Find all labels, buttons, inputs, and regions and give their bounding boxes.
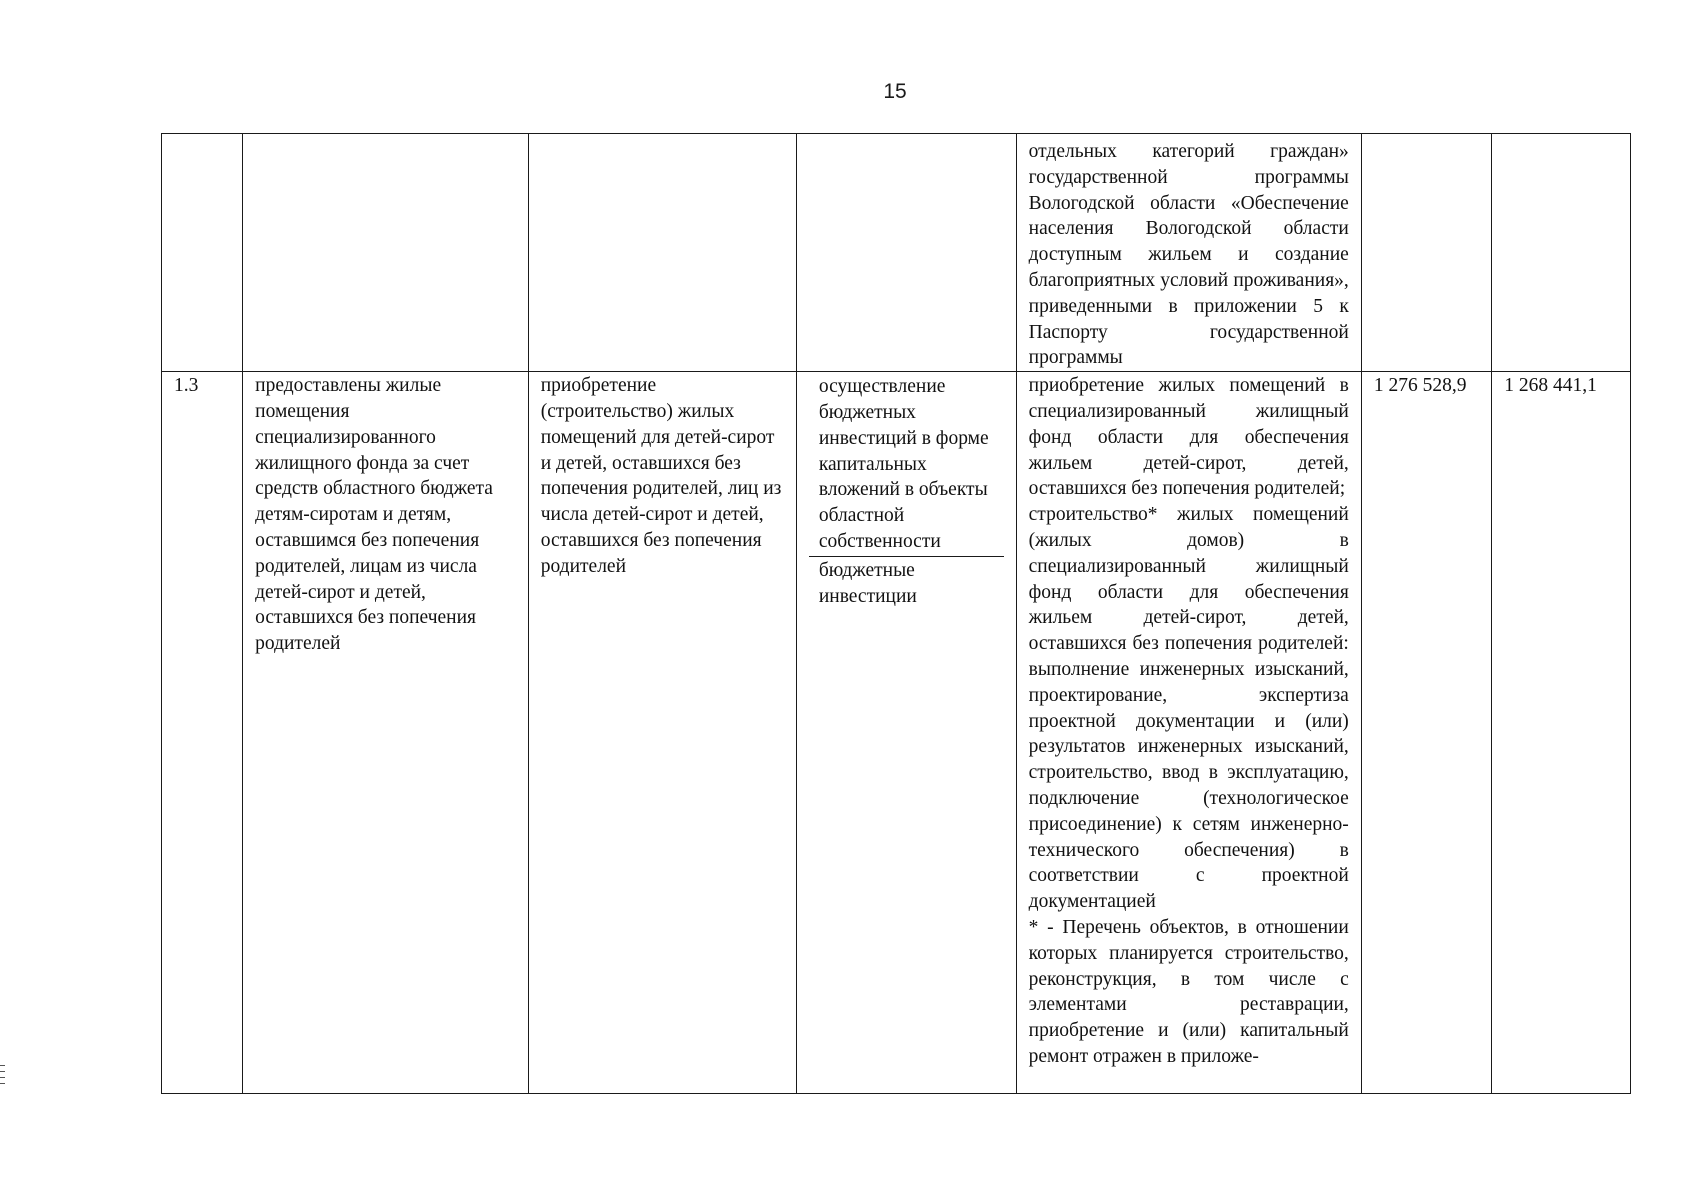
measure-cell: приобретение (строительство) жилых помещений для детей-сирот и детей, оставшихся без попечения родителей, лиц из числа детей-сирот и детей, оставшихся без попечения родителей xyxy=(528,372,796,1094)
program-table xyxy=(161,133,1631,1094)
continuation-text: отдельных категорий граждан» государственной программы Вологодской области «Обеспечение населения Вологодской области доступным жильем и создание благоприятных условий проживания», приведенными в приложении 5 к Паспорту государственной программы xyxy=(1028,141,1349,369)
table-row xyxy=(162,372,1631,1094)
description-purchase: приобретение жилых помещений в специализированный жилищный фонд области для обеспечения жильем детей-сирот, детей, оставшихся без попечения родителей; xyxy=(1028,375,1349,500)
cell-empty xyxy=(528,134,796,372)
cell-empty xyxy=(796,134,1016,372)
continuation-cell xyxy=(1016,134,1361,372)
table-row-continuation xyxy=(162,134,1631,372)
cell-empty xyxy=(1361,134,1491,372)
description-cell xyxy=(1016,372,1361,1094)
scan-edge-marks xyxy=(0,1065,6,1089)
description-footnote: * - Перечень объектов, в отношении которых планируется строительство, реконструкция, в том числе с элементами реставрации, приобретение и (или) капитальный ремонт отражен в приложе- xyxy=(1028,916,1349,1067)
cell-empty xyxy=(243,134,529,372)
description-construction: строительство* жилых помещений (жилых домов) в специализированный жилищный фонд области для обеспечения жильем детей-сирот, детей, оставшихся без попечения родителей: выполнение инженерных изысканий, проектирование, экспертиза проектной документации и (или) результатов инженерных изысканий, строительство, ввод в эксплуатацию, подключение (технологическое присоединение) к сетям инженерно-технического обеспечения) в соответствии с проектной документацией xyxy=(1028,504,1349,913)
amount-cell-2: 1 268 441,1 xyxy=(1492,372,1631,1094)
result-cell: предоставлены жилые помещения специализированного жилищного фонда за счет средств областного бюджета детям-сиротам и детям, оставшимся без попечения родителей, лицам из числа детей-сирот и детей, оставшихся без попечения родителей xyxy=(243,372,529,1094)
cell-empty xyxy=(1492,134,1631,372)
page-number: 15 xyxy=(883,80,907,103)
kind-cell xyxy=(796,372,1016,1094)
kind-budget-investments: бюджетные инвестиции xyxy=(818,559,917,607)
cell-empty xyxy=(162,134,243,372)
row-number: 1.3 xyxy=(162,372,243,1094)
amount-cell-1: 1 276 528,9 xyxy=(1361,372,1491,1094)
kind-investment-form: осуществление бюджетных инвестиций в форме капитальных вложений в объекты областной собственности xyxy=(809,373,1004,557)
